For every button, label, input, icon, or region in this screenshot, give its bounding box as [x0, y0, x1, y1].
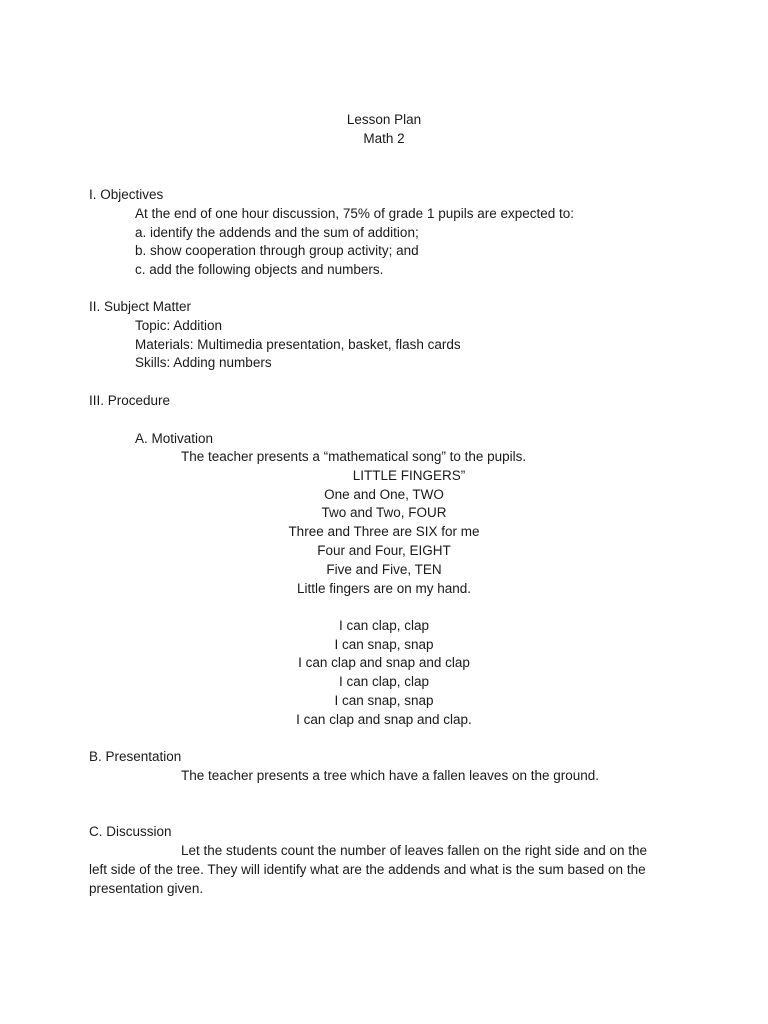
- subject-topic: Topic: Addition: [135, 318, 223, 333]
- discussion-text-line: Let the students count the number of leaves fallen on the right side and on the: [181, 843, 648, 858]
- song-line: I can snap, snap: [334, 637, 434, 652]
- objective-item: a. identify the addends and the sum of addition;: [135, 225, 419, 240]
- discussion-heading: C. Discussion: [89, 824, 172, 839]
- subject-skills: Skills: Adding numbers: [135, 355, 272, 370]
- objective-item: c. add the following objects and numbers.: [135, 262, 384, 277]
- song-line: Little fingers are on my hand.: [296, 581, 472, 596]
- song-line: I can clap, clap: [338, 618, 430, 633]
- discussion-text-line: left side of the tree. They will identify what are the addends and what is the sum based on the: [89, 862, 646, 877]
- procedure-heading: III. Procedure: [89, 393, 171, 408]
- document-title: Lesson Plan: [346, 112, 422, 127]
- presentation-text: The teacher presents a tree which have a fallen leaves on the ground.: [181, 768, 600, 783]
- document-subtitle: Math 2: [363, 131, 405, 146]
- subject-matter-heading: II. Subject Matter: [89, 299, 192, 314]
- song-title: LITTLE FINGERS”: [352, 468, 466, 483]
- song-line: I can clap and snap and clap: [298, 655, 470, 670]
- subject-materials: Materials: Multimedia presentation, basket, flash cards: [135, 337, 461, 352]
- song-line: Five and Five, TEN: [326, 562, 442, 577]
- song-line: One and One, TWO: [324, 487, 444, 502]
- objectives-heading: I. Objectives: [89, 187, 164, 202]
- song-line: Four and Four, EIGHT: [317, 543, 451, 558]
- discussion-text-line: presentation given.: [89, 881, 204, 896]
- song-line: Three and Three are SIX for me: [288, 524, 480, 539]
- objective-item: b. show cooperation through group activity; and: [135, 243, 419, 258]
- motivation-intro: The teacher presents a “mathematical song” to the pupils.: [181, 449, 527, 464]
- objectives-intro: At the end of one hour discussion, 75% of grade 1 pupils are expected to:: [135, 206, 575, 221]
- song-line: I can snap, snap: [334, 693, 434, 708]
- song-line: I can clap and snap and clap.: [296, 712, 472, 727]
- motivation-heading: A. Motivation: [135, 431, 214, 446]
- presentation-heading: B. Presentation: [89, 749, 182, 764]
- song-line: Two and Two, FOUR: [321, 505, 447, 520]
- song-line: I can clap, clap: [338, 674, 430, 689]
